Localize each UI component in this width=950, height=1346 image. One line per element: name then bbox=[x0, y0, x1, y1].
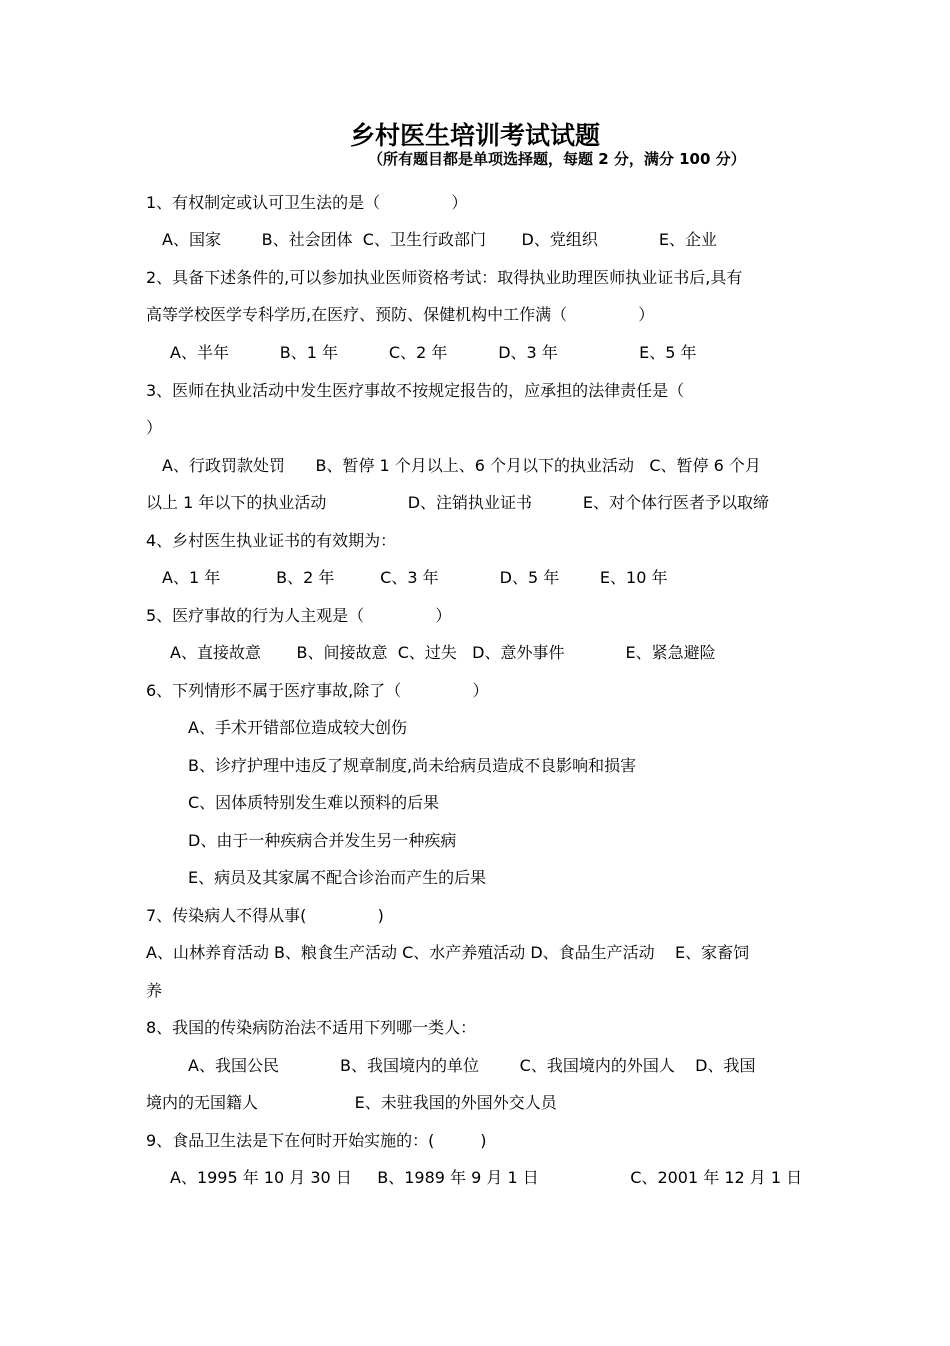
question-2-line-1: 2、具备下述条件的,可以参加执业医师资格考试：取得执业助理医师执业证书后,具有 bbox=[146, 268, 743, 287]
question-1-options: A、国家 B、社会团体 C、卫生行政部门 D、党组织 E、企业 bbox=[162, 230, 718, 249]
question-7-options-line-1: A、山林养育活动 B、粮食生产活动 C、水产养殖活动 D、食品生产活动 E、家畜饲 bbox=[146, 943, 750, 962]
question-2-line-2: 高等学校医学专科学历,在医疗、预防、保健机构中工作满（ ） bbox=[146, 305, 655, 324]
question-3-options-line-2: 以上 1 年以下的执业活动 D、注销执业证书 E、对个体行医者予以取缔 bbox=[146, 493, 770, 512]
question-8-options-line-1: A、我国公民 B、我国境内的单位 C、我国境内的外国人 D、我国 bbox=[188, 1056, 756, 1075]
question-6-option-e: E、病员及其家属不配合诊治而产生的后果 bbox=[188, 868, 487, 887]
question-5-options: A、直接故意 B、间接故意 C、过失 D、意外事件 E、紧急避险 bbox=[170, 643, 716, 662]
question-4-options: A、1 年 B、2 年 C、3 年 D、5 年 E、10 年 bbox=[162, 568, 668, 587]
question-3-line-1: 3、医师在执业活动中发生医疗事故不按规定报告的，应承担的法律责任是（ bbox=[146, 381, 685, 400]
question-7-options-line-2: 养 bbox=[146, 981, 163, 1000]
page-subtitle: （所有题目都是单项选择题，每题 2 分，满分 100 分） bbox=[368, 150, 746, 168]
question-8-options-line-2: 境内的无国籍人 E、未驻我国的外国外交人员 bbox=[146, 1093, 557, 1112]
page-title: 乡村医生培训考试试题 bbox=[349, 121, 600, 150]
question-5: 5、医疗事故的行为人主观是（ ） bbox=[146, 606, 452, 625]
question-3-line-2: ） bbox=[146, 418, 163, 437]
question-4: 4、乡村医生执业证书的有效期为： bbox=[146, 531, 397, 550]
question-6-option-a: A、手术开错部位造成较大创伤 bbox=[188, 718, 407, 737]
question-6-option-d: D、由于一种疾病合并发生另一种疾病 bbox=[188, 831, 457, 850]
question-2-options: A、半年 B、1 年 C、2 年 D、3 年 E、5 年 bbox=[170, 343, 697, 362]
question-3-options-line-1: A、行政罚款处罚 B、暂停 1 个月以上、6 个月以下的执业活动 C、暂停 6 个月 bbox=[162, 456, 761, 475]
question-7: 7、传染病人不得从事( ) bbox=[146, 906, 384, 925]
question-8: 8、我国的传染病防治法不适用下列哪一类人： bbox=[146, 1018, 477, 1037]
question-6-option-c: C、因体质特别发生难以预料的后果 bbox=[188, 793, 440, 812]
question-9-options: A、1995 年 10 月 30 日 B、1989 年 9 月 1 日 C、2001 年 12 月 1 日 bbox=[170, 1168, 803, 1187]
question-6: 6、下列情形不属于医疗事故,除了（ ） bbox=[146, 681, 489, 700]
question-1: 1、有权制定或认可卫生法的是（ ） bbox=[146, 193, 468, 212]
question-9: 9、食品卫生法是下在何时开始实施的：( ) bbox=[146, 1131, 487, 1150]
question-6-option-b: B、诊疗护理中违反了规章制度,尚未给病员造成不良影响和损害 bbox=[188, 756, 637, 775]
